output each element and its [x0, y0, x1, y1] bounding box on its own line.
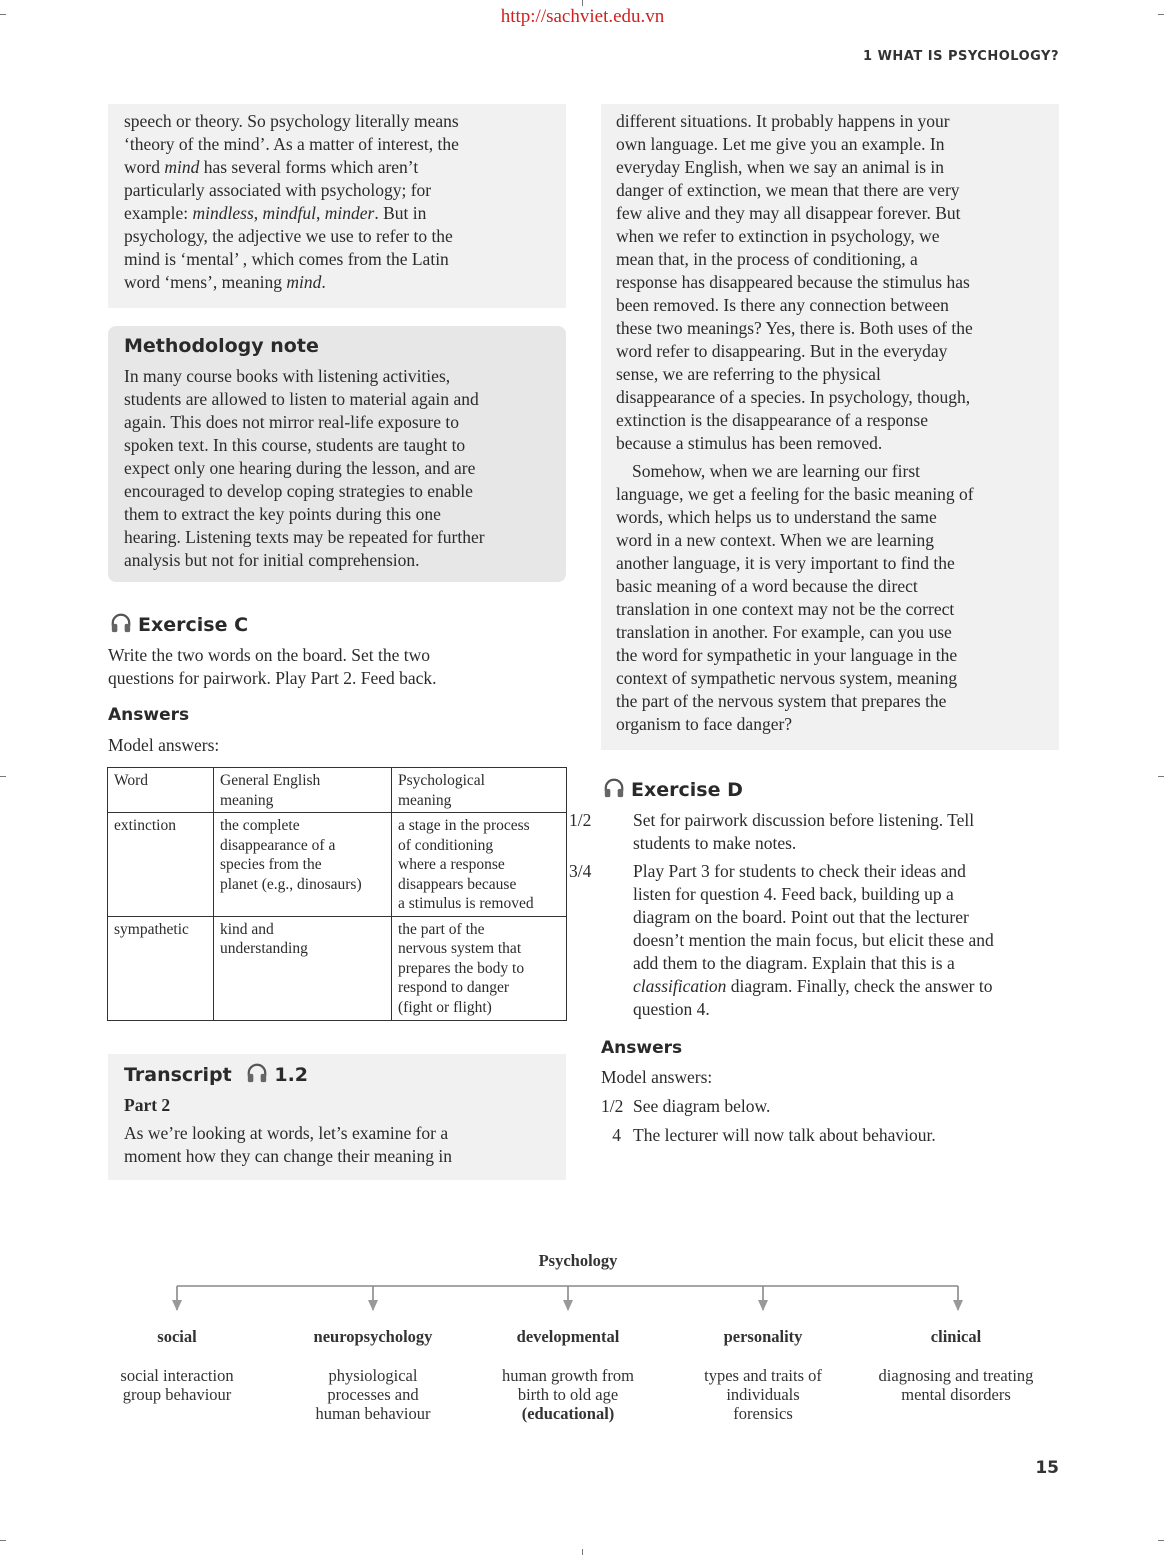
cell-line: nervous system that [398, 940, 522, 957]
diagram-branch-personality [678, 1327, 848, 1423]
text-line: disappearance of a species. In psychology, though, [616, 387, 971, 407]
exercise-d-heading [603, 777, 743, 801]
cell-line: sympathetic [114, 920, 189, 938]
text-line: translation in another. For example, can you use [616, 622, 952, 642]
table-cell [214, 916, 392, 1020]
exercise-d-title: Exercise D [631, 779, 743, 801]
text-run: listen for question 4. Feed back, building up a [633, 884, 954, 904]
table-header-cell [108, 768, 214, 813]
text-line: As we’re looking at words, let’s examine for a [124, 1123, 449, 1143]
exercise-d-model-answers: Model answers: [601, 1067, 713, 1087]
diagram-branch-neuropsychology [288, 1327, 458, 1423]
text-run: diagram. Finally, check the answer to [726, 976, 993, 996]
text-line: ‘theory of the mind’. As a matter of interest, the [124, 134, 459, 154]
text-line: danger of extinction, we mean that there are very [616, 180, 960, 200]
branch-arrow [563, 1286, 573, 1311]
text-run: . [321, 272, 326, 292]
exercise-d-list [569, 809, 1063, 1021]
text-run: , [253, 203, 263, 223]
branch-label: developmental [516, 1327, 620, 1346]
list-item-number: 1/2 [569, 810, 592, 830]
cell-line: meaning [398, 791, 452, 809]
cell-line: General English [220, 772, 321, 789]
transcript-part-label: Part 2 [124, 1095, 171, 1115]
text-line: mean that, in the process of conditioning, a [616, 249, 918, 269]
cell-line: understanding [220, 940, 308, 957]
list-item-number: 3/4 [569, 861, 592, 881]
cell-line: Word [114, 772, 149, 789]
branch-description [288, 1366, 458, 1423]
table-row [108, 916, 567, 1020]
list-item [601, 1095, 1063, 1118]
transcript-continuation-text [124, 110, 564, 294]
text-run: has several forms which aren’t [199, 157, 419, 177]
cell-line: the part of the [398, 920, 485, 938]
italic-word: mind [164, 157, 200, 177]
desc-line: human behaviour [315, 1404, 431, 1423]
crop-mark [0, 1540, 6, 1541]
branch-label: neuropsychology [313, 1327, 433, 1346]
cell-line: extinction [114, 817, 176, 834]
cell-line: meaning [220, 791, 274, 809]
list-item [569, 809, 1063, 855]
table-cell [392, 916, 567, 1020]
text-line: again. This does not mirror real-life exposure to [124, 412, 459, 432]
exercise-c-model-answers: Model answers: [108, 735, 220, 755]
list-item [601, 1124, 1063, 1147]
cell-line: Psychological [398, 772, 485, 789]
desc-line: group behaviour [122, 1385, 232, 1404]
table-row [108, 813, 567, 917]
table-cell [392, 813, 567, 917]
branch-arrow [953, 1286, 963, 1311]
branch-arrow [368, 1286, 378, 1311]
branch-description [678, 1366, 848, 1423]
text-line: word in a new context. When we are learning [616, 530, 934, 550]
text-run: See diagram below. [633, 1096, 771, 1116]
text-run: word ‘mens’, meaning [124, 272, 287, 292]
cell-line: prepares the body to [398, 959, 525, 977]
desc-line: mental disorders [901, 1385, 1011, 1404]
answers-table [107, 767, 567, 1021]
text-line: own language. Let me give you an example. In [616, 134, 945, 154]
italic-word: classification [633, 976, 727, 996]
exercise-d-answers-heading: Answers [601, 1038, 683, 1058]
text-line: translation in one context may not be the correct [616, 599, 955, 619]
text-line: word refer to disappearing. But in the everyday [616, 341, 948, 361]
diagram-root: Psychology [538, 1251, 618, 1270]
transcript-text [124, 1122, 564, 1168]
transcript-right-text [616, 110, 1056, 736]
text-line: these two meanings? Yes, there is. Both uses of the [616, 318, 973, 338]
text-run: doesn’t mention the main focus, but elicit these and [633, 930, 994, 950]
branch-description [483, 1366, 653, 1423]
text-line: expect only one hearing during the lesson, and are [124, 458, 476, 478]
cell-line: disappearance of a [220, 836, 336, 854]
text-line: moment how they can change their meaning in [124, 1146, 453, 1166]
text-run: , [316, 203, 325, 223]
desc-line: individuals [726, 1385, 800, 1404]
branch-description [97, 1366, 257, 1404]
desc-line: forensics [733, 1404, 793, 1423]
text-line: encouraged to develop coping strategies to enable [124, 481, 473, 501]
list-item-number: 4 [612, 1125, 621, 1145]
desc-line: human growth from [502, 1366, 634, 1385]
table-cell [108, 916, 214, 1020]
text-run: students to make notes. [633, 833, 797, 853]
desc-line: diagnosing and treating [878, 1366, 1034, 1385]
text-line [124, 156, 564, 179]
text-line: organism to face danger? [616, 714, 793, 734]
text-line: Somehow, when we are learning our first [632, 461, 921, 481]
crop-mark [1158, 1540, 1164, 1541]
desc-line: types and traits of [704, 1366, 822, 1385]
methodology-note-text [124, 365, 564, 572]
text-line: mind is ‘mental’ , which comes from the Latin [124, 249, 449, 269]
table-header-cell [392, 768, 567, 813]
text-line: the part of the nervous system that prepares the [616, 691, 947, 711]
text-run: example: [124, 203, 193, 223]
diagram-branch-developmental [483, 1327, 653, 1423]
diagram-connectors [150, 1278, 990, 1318]
diagram-branch-social [97, 1327, 257, 1404]
text-line: spoken text. In this course, students are taught to [124, 435, 466, 455]
text-run: diagram on the board. Point out that the lecturer [633, 907, 969, 927]
text-line: when we refer to extinction in psychology, we [616, 226, 940, 246]
cell-line: respond to danger [398, 979, 510, 996]
desc-line: (educational) [521, 1404, 615, 1423]
text-run: . But in [374, 203, 427, 223]
text-line: speech or theory. So psychology literally means [124, 111, 459, 131]
desc-line: social interaction [120, 1366, 234, 1385]
text-line: the word for sympathetic in your language in the [616, 645, 958, 665]
cell-line: where a response [398, 856, 505, 873]
cell-line: of conditioning [398, 836, 494, 854]
text-line: because a stimulus has been removed. [616, 433, 883, 453]
methodology-note-title: Methodology note [124, 335, 319, 357]
table-cell [108, 813, 214, 917]
branch-label: personality [723, 1327, 803, 1346]
branch-arrow [172, 1286, 182, 1311]
text-line: different situations. It probably happens in your [616, 111, 950, 131]
table-header-row [108, 768, 567, 813]
text-line: students are allowed to listen to material again and [124, 389, 479, 409]
text-line [124, 202, 564, 225]
text-line: them to extract the key points during this one [124, 504, 441, 524]
desc-line: physiological [328, 1366, 418, 1385]
desc-line: birth to old age [517, 1385, 619, 1404]
text-line: been removed. Is there any connection between [616, 295, 949, 315]
text-line: response has disappeared because the stimulus has [616, 272, 970, 292]
crop-mark [1158, 776, 1164, 777]
page-number: 15 [1035, 1458, 1059, 1478]
text-run: word [124, 157, 165, 177]
cell-line: kind and [220, 920, 274, 938]
branch-label: social [157, 1327, 197, 1346]
transcript-heading [124, 1062, 308, 1086]
source-url-link[interactable]: http://sachviet.edu.vn [500, 6, 665, 27]
branch-description [858, 1366, 1054, 1404]
running-header: 1 WHAT IS PSYCHOLOGY? [863, 49, 1059, 64]
cell-line: disappears because [398, 875, 517, 893]
italic-word: mindless [192, 203, 254, 223]
crop-mark [582, 1549, 583, 1555]
text-run: question 4. [633, 999, 710, 1019]
headphones-icon [110, 612, 132, 634]
headphones-icon [603, 777, 625, 799]
text-line: language, we get a feeling for the basic meaning of [616, 484, 974, 504]
headphones-icon [246, 1062, 268, 1084]
text-line: particularly associated with psychology; for [124, 180, 432, 200]
branch-arrow [758, 1286, 768, 1311]
exercise-c-text [108, 644, 568, 690]
text-line [124, 271, 564, 294]
text-line: Write the two words on the board. Set the two [108, 645, 431, 665]
text-run: add them to the diagram. Explain that this is a [633, 953, 955, 973]
exercise-c-answers-heading: Answers [108, 705, 190, 725]
text-run: Set for pairwork discussion before listening. Tell [633, 810, 975, 830]
text-line: another language, it is very important to find the [616, 553, 955, 573]
text-line: context of sympathetic nervous system, meaning [616, 668, 958, 688]
exercise-c-heading [110, 612, 248, 636]
cell-line: species from the [220, 856, 322, 873]
exercise-d-answers-list [601, 1095, 1063, 1147]
exercise-c-title: Exercise C [138, 614, 249, 636]
diagram-branch-clinical [858, 1327, 1054, 1404]
cell-line: a stage in the process [398, 817, 530, 834]
italic-word: minder [324, 203, 375, 223]
text-line: basic meaning of a word because the direct [616, 576, 918, 596]
table-header-cell [214, 768, 392, 813]
cell-line: the complete [220, 817, 300, 834]
text-line: analysis but not for initial comprehension. [124, 550, 420, 570]
paragraph [616, 460, 1056, 736]
text-line: questions for pairwork. Play Part 2. Feed back. [108, 668, 437, 688]
text-line: psychology, the adjective we use to refer to the [124, 226, 453, 246]
cell-line: planet (e.g., dinosaurs) [220, 875, 362, 893]
text-line: extinction is the disappearance of a response [616, 410, 928, 430]
cell-line: (fight or flight) [398, 998, 492, 1016]
text-run: Play Part 3 for students to check their ideas and [633, 861, 966, 881]
cell-line: a stimulus is removed [398, 895, 534, 912]
text-line: In many course books with listening activities, [124, 366, 451, 386]
text-line: sense, we are referring to the physical [616, 364, 881, 384]
desc-line: processes and [327, 1385, 419, 1404]
text-line: everyday English, when we say an animal is in [616, 157, 945, 177]
italic-word: mindful [262, 203, 316, 223]
text-line: hearing. Listening texts may be repeated for further [124, 527, 485, 547]
transcript-title: Transcript [124, 1064, 232, 1086]
list-item-number: 1/2 [601, 1096, 624, 1116]
transcript-number: 1.2 [274, 1064, 309, 1086]
list-item [569, 860, 1063, 1021]
branch-label: clinical [930, 1327, 982, 1346]
paragraph [616, 110, 1056, 455]
text-run: The lecturer will now talk about behaviour. [633, 1125, 936, 1145]
table-cell [214, 813, 392, 917]
crop-mark [0, 776, 6, 777]
text-line: words, which helps us to understand the same [616, 507, 937, 527]
italic-word: mind [286, 272, 322, 292]
text-line: few alive and they may all disappear forever. But [616, 203, 961, 223]
